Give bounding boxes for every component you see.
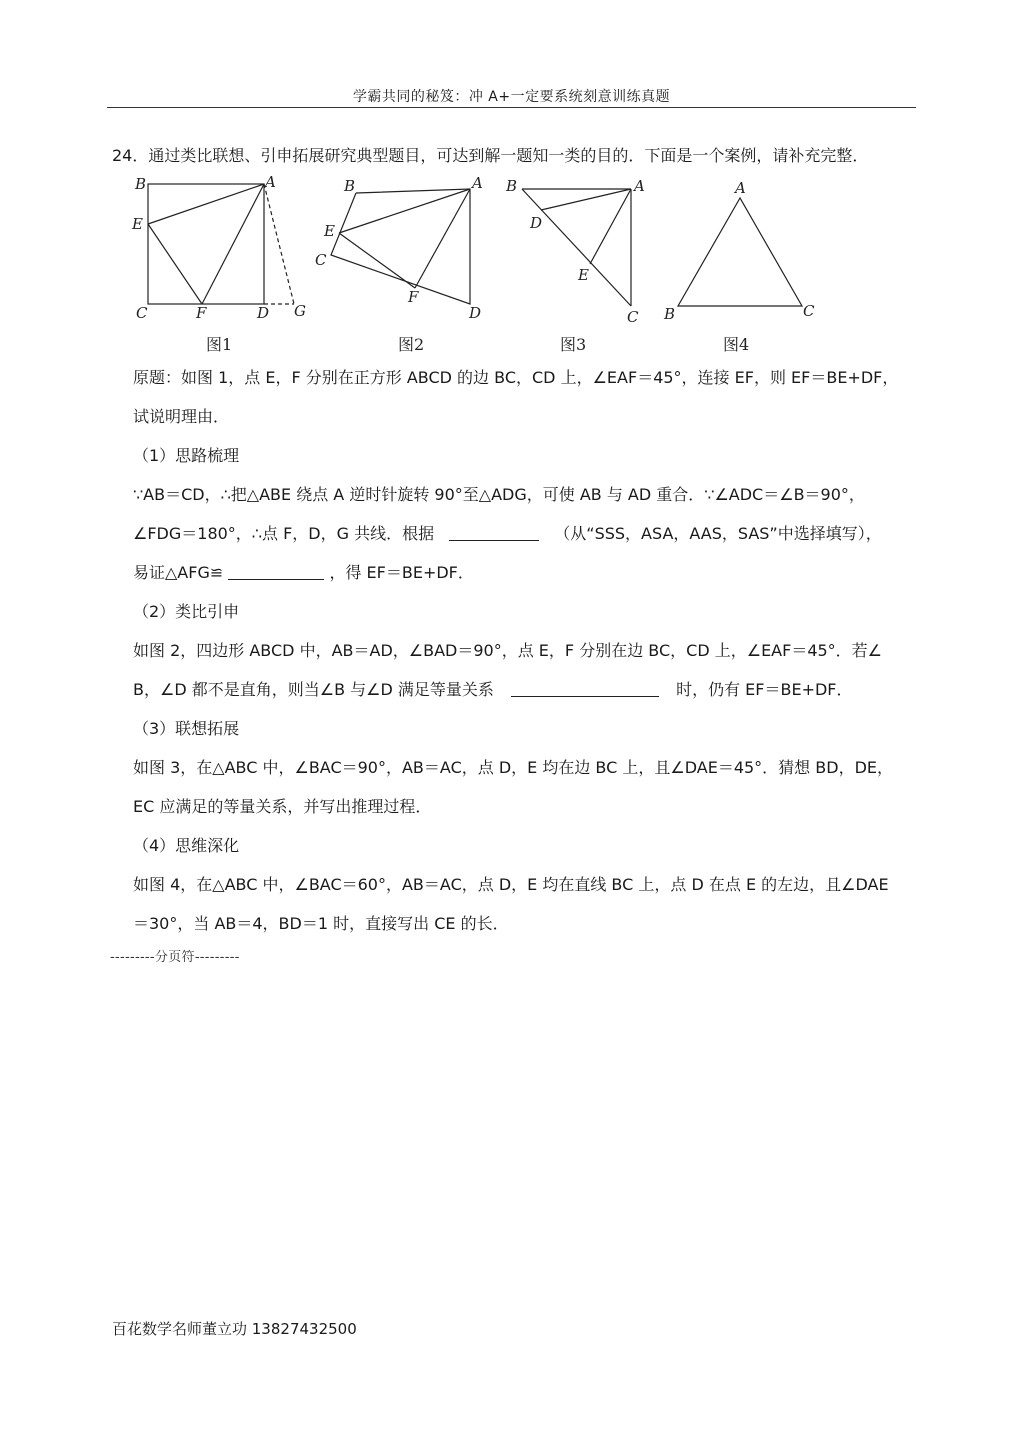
fig3-label-e: E	[578, 266, 589, 284]
part4-line-2: ＝30°，当 AB＝4，BD＝1 时，直接写出 CE 的长．	[133, 914, 509, 933]
part2-heading: （2）类比引申	[133, 602, 240, 621]
fig1-label-c: C	[136, 304, 148, 322]
page-header: 学霸共同的秘笈：冲 A+一定要系统刻意训练真题	[352, 89, 671, 105]
part2-line-2-text-b: 时，仍有 EF＝BE+DF．	[676, 680, 853, 699]
answer-blank-3[interactable]	[511, 682, 659, 697]
fig3-label-d: D	[530, 214, 543, 232]
fig2-quadrilateral	[331, 189, 470, 304]
fig2-label-f: F	[408, 288, 419, 306]
fig1-label-d: D	[257, 304, 270, 322]
part1-line-2-text-b: （从“SSS，ASA，AAS，SAS”中选择填写），	[554, 524, 882, 543]
part2-line-1: 如图 2，四边形 ABCD 中，AB＝AD，∠BAD＝90°，点 E，F 分别在边 BC，CD 上，∠EAF＝45°．若∠	[133, 641, 883, 660]
fig2-label-e: E	[324, 222, 335, 240]
figures-svg	[120, 172, 840, 362]
figure-2	[331, 189, 470, 304]
caption-fig3: 图3	[560, 335, 587, 354]
part2-line-2	[133, 677, 933, 700]
fig2-label-d: D	[469, 304, 482, 322]
part1-line-3-text-b: ，得 EF＝BE+DF．	[329, 563, 474, 582]
figures-area	[120, 172, 840, 362]
part1-line-2-text-a: ∠FDG＝180°，∴点 F，D，G 共线．根据	[133, 524, 435, 543]
part2-line-2-text-a: B，∠D 都不是直角，则当∠B 与∠D 满足等量关系	[133, 680, 494, 699]
answer-blank-1[interactable]	[449, 526, 539, 541]
fig2-label-a: A	[472, 174, 483, 192]
part1-line-1: ∵AB＝CD，∴把△ABE 绕点 A 逆时针旋转 90°至△ADG，可使 AB 与 AD 重合．∵∠ADC＝∠B＝90°，	[133, 485, 865, 504]
fig1-label-e: E	[132, 215, 143, 233]
fig1-label-b: B	[135, 175, 147, 193]
fig2-label-b: B	[344, 177, 356, 195]
part3-line-1: 如图 3，在△ABC 中，∠BAC＝90°，AB＝AC，点 D，E 均在边 BC 上，且∠DAE＝45°．猜想 BD，DE，	[133, 758, 893, 777]
part3-heading: （3）联想拓展	[133, 719, 240, 738]
caption-fig2: 图2	[398, 335, 425, 354]
page-break-marker: ---------分页符---------	[110, 950, 240, 965]
fig3-label-c: C	[627, 308, 639, 326]
fig2-label-c: C	[315, 251, 327, 269]
fig4-label-c: C	[803, 302, 815, 320]
fig4-label-b: B	[664, 305, 676, 323]
fig4-label-a: A	[735, 179, 746, 197]
fig1-dashed-ag	[264, 184, 294, 304]
figure-1	[148, 184, 294, 304]
original-problem-line-2: 试说明理由．	[133, 407, 230, 426]
part1-line-2	[133, 521, 933, 544]
header-divider	[107, 107, 916, 108]
question-statement: 24．通过类比联想、引申拓展研究典型题目，可达到解一题知一类的目的．下面是一个案例，请补充完整．	[112, 146, 869, 165]
caption-fig4: 图4	[723, 335, 750, 354]
figure-4	[678, 198, 802, 306]
part1-line-3-text-a: 易证△AFG≌	[133, 563, 224, 582]
answer-blank-2[interactable]	[228, 565, 324, 580]
fig3-label-b: B	[506, 177, 518, 195]
fig1-label-a: A	[265, 173, 276, 191]
part3-line-2: EC 应满足的等量关系，并写出推理过程．	[133, 797, 432, 816]
page-footer: 百花数学名师董立功 13827432500	[112, 1320, 357, 1338]
fig1-label-f: F	[196, 304, 207, 322]
part4-line-1: 如图 4，在△ABC 中，∠BAC＝60°，AB＝AC，点 D，E 均在直线 BC 上，点 D 在点 E 的左边，且∠DAE	[133, 875, 889, 894]
part4-heading: （4）思维深化	[133, 836, 240, 855]
fig1-square	[148, 184, 264, 304]
figure-3	[522, 189, 631, 306]
fig3-label-a: A	[634, 177, 645, 195]
caption-fig1: 图1	[206, 335, 233, 354]
fig4-triangle	[678, 198, 802, 306]
part1-line-3	[133, 560, 933, 583]
fig1-label-g: G	[294, 302, 306, 320]
part1-heading: （1）思路梳理	[133, 446, 240, 465]
original-problem-line: 原题：如图 1，点 E，F 分别在正方形 ABCD 的边 BC，CD 上，∠EAF＝45°，连接 EF，则 EF＝BE+DF，	[133, 368, 899, 387]
